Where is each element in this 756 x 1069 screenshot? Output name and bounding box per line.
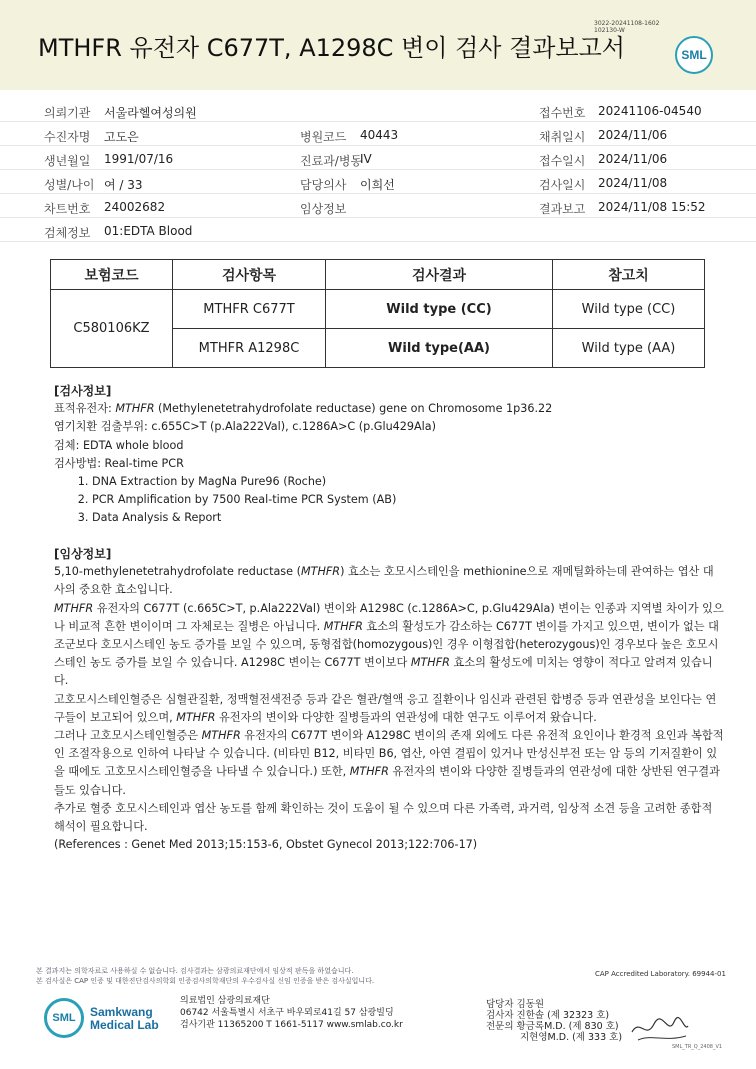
target-gene-prefix: 표적유전자: (54, 402, 116, 416)
lab-address (180, 995, 403, 1031)
hospital-code-value: 40443 (360, 128, 399, 142)
col-result: 검사결과 (326, 260, 553, 290)
sml-footer-logo-icon (44, 998, 84, 1038)
text-span: 그러나 고호모시스테인혈증은 (54, 729, 202, 743)
logo-text: SML (681, 48, 707, 62)
clinical-paragraph: 추가로 혈중 호모시스테인과 엽산 농도를 함께 확인하는 것이 도움이 될 수 있으며 다른 가족력, 과거력, 임상적 소견 등을 고려한 종합적 해석이 필요합니다. (54, 801, 713, 834)
chart-number-label: 차트번호 (44, 202, 91, 216)
specimen-type: 검체: EDTA whole blood (54, 438, 184, 452)
test-date-value: 2024/11/08 (598, 176, 668, 190)
accession-value: 20241106-04540 (598, 104, 702, 118)
address-line: 06742 서울특별시 서초구 바우뫼로41길 57 삼광빌딩 (180, 1008, 394, 1018)
sml-logo-icon (675, 36, 713, 74)
text-span: ) 효소는 호모시스테인을 methionine으로 재메틸화하는데 관여하는 엽산 대사의 중요한 효소입니다. (54, 565, 714, 597)
test-item-cell: MTHFR C677T (173, 290, 326, 329)
lab-name (90, 1006, 159, 1032)
address-line: 검사기관 11365200 T 1661-5117 www.smlab.co.kr (180, 1020, 403, 1030)
signatory-line: 지현영M.D. (제 333 호) (520, 1032, 623, 1043)
birth-date-label: 생년월일 (44, 154, 91, 168)
cap-accreditation: CAP Accredited Laboratory. 69944-01 (595, 970, 726, 978)
gene-name: MTHFR (300, 565, 341, 579)
insurance-code-cell: C580106KZ (51, 290, 173, 368)
target-gene (54, 400, 724, 418)
specimen-value: 01:EDTA Blood (104, 224, 193, 238)
report-date-value: 2024/11/08 15:52 (598, 200, 706, 214)
physician-label: 담당의사 (300, 178, 347, 192)
reference-cell: Wild type (CC) (553, 290, 705, 329)
detection-sites: 염기치환 검출부위: c.655C>T (p.Ala222Val), c.1286A>C (p.Glu429Ala) (54, 420, 436, 434)
document-code-line-1: 3022-20241108-1602 (594, 20, 660, 27)
test-method: 검사방법: Real-time PCR (54, 456, 184, 470)
department-label: 진료과/병동 (300, 154, 363, 168)
requesting-org-value: 서울라헬여성의원 (104, 106, 197, 120)
report-header (0, 0, 756, 90)
result-cell: Wild type (CC) (326, 290, 553, 329)
document-code-line-2: 102130-W (594, 27, 625, 34)
birth-date-value: 1991/07/16 (104, 152, 174, 166)
list-item: 2. PCR Amplification by 7500 Real-time PCR System (AB) (92, 491, 724, 509)
text-span: 유전자의 C677T 변이와 A1298C 변이의 존재 외에도 다른 유전적 요인이나 환경적 요인과 복합적인 조절작용으로 인하여 나타날 수 있습니다. (비타민 B12, 비타민 B6, 엽산, 아연 결핍이 있거나 만성신부전 또는 암 등의 기저질환이 있을 때에도 고호모시스테인혈증을 나타낼 수 있습니다.) 또한, (54, 729, 724, 779)
collection-date-label: 채취일시 (539, 130, 586, 144)
accession-label: 접수번호 (539, 106, 586, 120)
physician-value: 이희선 (360, 178, 395, 192)
table-row (51, 290, 705, 329)
patient-row (0, 122, 756, 146)
text-span: 고호모시스테인혈증은 심혈관질환, 정맥혈전색전증 등과 같은 혈관/혈액 응고 질환이나 임신과 관련된 합병증 등과 연관성을 보인다는 연구들이 보고되어 있으며, (54, 692, 717, 724)
gene-name: MTHFR (323, 619, 363, 633)
col-insurance-code: 보험코드 (51, 260, 173, 290)
signature-icon (628, 1010, 692, 1046)
col-reference: 참고치 (553, 260, 705, 290)
patient-row (0, 218, 756, 242)
footer-notes (36, 966, 374, 986)
text-span: 유전자의 변이와 다양한 질병들과의 연관성에 대한 상반된 연구결과들도 있습니다. (54, 765, 720, 797)
signatory-line: 담당자 김동원 (486, 999, 545, 1010)
target-gene-desc: (Methylenetetrahydrofolate reductase) gene on Chromosome 1p36.22 (154, 402, 553, 416)
test-info-section (54, 382, 724, 528)
test-date-label: 검사일시 (539, 178, 586, 192)
text-span: 유전자의 변이와 다양한 질병들과의 연관성에 대한 연구도 이루어져 왔습니다. (215, 710, 597, 724)
hospital-code-label: 병원코드 (300, 130, 347, 144)
test-item-cell: MTHFR A1298C (173, 329, 326, 368)
clinical-paragraph (54, 600, 724, 691)
form-code: SML_TR_Q_2408_V1 (672, 1044, 723, 1050)
requesting-org-label: 의뢰기관 (44, 106, 91, 120)
patient-name-value: 고도은 (104, 130, 139, 144)
col-test-item: 검사항목 (173, 260, 326, 290)
received-date-label: 접수일시 (539, 154, 586, 168)
result-cell: Wild type(AA) (326, 329, 553, 368)
clinical-info-section (54, 545, 724, 854)
patient-row (0, 194, 756, 218)
received-date-value: 2024/11/06 (598, 152, 668, 166)
gene-name: MTHFR (410, 656, 450, 670)
clinical-paragraph (54, 563, 724, 599)
gene-name: MTHFR (115, 402, 155, 416)
sex-age-label: 성별/나이 (44, 178, 95, 192)
footer-logo-text: SML (52, 1012, 76, 1024)
gene-name: MTHFR (349, 765, 389, 779)
patient-row (0, 98, 756, 122)
report-date-label: 결과보고 (539, 202, 586, 216)
patient-name-label: 수진자명 (44, 130, 91, 144)
footer-note-1: 본 결과지는 의학자료로 사용하실 수 없습니다. 검사결과는 삼광의료재단에서 임상적 판독을 하였습니다. (36, 967, 354, 975)
gene-name: MTHFR (201, 729, 241, 743)
specimen-label: 검체정보 (44, 226, 91, 240)
reference-cell: Wild type (AA) (553, 329, 705, 368)
report-title: MTHFR 유전자 C677T, A1298C 변이 검사 결과보고서 (38, 34, 625, 62)
text-span: 효소의 활성도가 감소하는 C677T 변이를 가지고 있으면, 변이가 없는 대조군보다 호모시스테인 농도 증가를 보일 수 있으며, 동형접합(homozygous)인 경우 이형접합(heterozygous)인 경우보다 높은 호모시스테인 농도 증가를 보일 수 있습니다. A1298C 변이는 C677T 변이보다 (54, 619, 719, 670)
chart-number-value: 24002682 (104, 200, 166, 214)
gene-name: MTHFR (54, 601, 94, 615)
address-line: 의료법인 삼광의료재단 (180, 996, 270, 1006)
clinical-paragraph (54, 691, 724, 727)
list-item: 1. DNA Extraction by MagNa Pure96 (Roche) (92, 473, 724, 491)
patient-row (0, 170, 756, 194)
clinical-paragraph (54, 727, 724, 800)
signatory-line: 전문의 황금록M.D. (제 830 호) (486, 1021, 619, 1032)
text-span: 5,10-methylenetetrahydrofolate reductase ( (54, 565, 301, 579)
sex-age-value: 여 / 33 (104, 178, 143, 192)
gene-name: MTHFR (176, 710, 216, 724)
method-steps (92, 473, 724, 528)
clinical-info-heading: [임상정보] (54, 547, 112, 561)
footer-note-2: 본 검사실은 CAP 인증 및 대한진단검사의학회 인증검사의학재단의 우수검사실 신임 인증을 받은 검사실입니다. (36, 977, 375, 985)
references: (References : Genet Med 2013;15:153-6, Obstet Gynecol 2013;122:706-17) (54, 838, 478, 852)
list-item: 3. Data Analysis & Report (92, 509, 724, 527)
collection-date-value: 2024/11/06 (598, 128, 668, 142)
text-span: 유전자의 C677T (c.665C>T, p.Ala222Val) 변이와 A1298C (c.1286A>C, p.Glu429Ala) 변이는 인종과 지역별 차이가 있으나 비교적 흔한 변이이며 그 자체로는 질병은 아닙니다. (54, 601, 724, 633)
results-table (50, 259, 705, 368)
test-info-heading: [검사정보] (54, 384, 112, 398)
lab-name-line-2: Medical Lab (90, 1018, 159, 1032)
patient-row (0, 146, 756, 170)
document-code (594, 20, 659, 34)
text-span: 효소의 활성도에 미치는 영향이 적다고 알려져 있습니다. (54, 656, 713, 688)
department-value: IV (360, 152, 372, 166)
clinical-info-label: 임상정보 (300, 202, 347, 216)
lab-name-line-1: Samkwang (90, 1005, 153, 1019)
signatories (486, 999, 622, 1043)
signatory-line: 검사자 진한솔 (제 32323 호) (486, 1010, 610, 1021)
